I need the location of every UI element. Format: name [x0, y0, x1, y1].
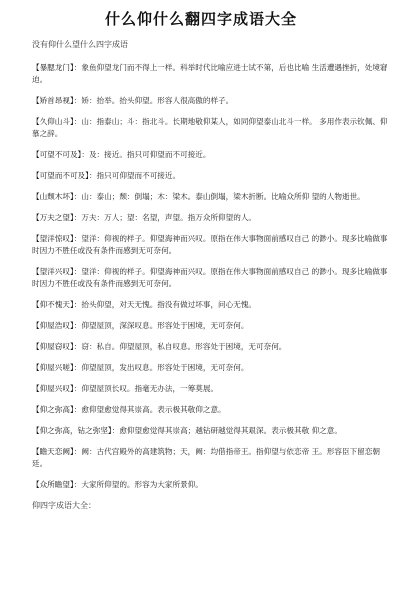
idiom-entry: [14, 149, 388, 161]
idiom-definition: ：仰望屋顶，发出叹息。形容处于困境，无可奈何。: [73, 363, 249, 372]
idiom-entry: [14, 170, 388, 182]
idiom-term: 【瞻天恋阙】: [32, 447, 74, 456]
idiom-term: 【仰屋窃叹】: [32, 342, 74, 351]
idiom-term: 【可望不可及】: [32, 150, 82, 159]
idiom-term: 【仰屋浩叹】: [32, 321, 74, 330]
idiom-entry: [14, 479, 388, 491]
idiom-term: 【望洋惊叹】: [32, 234, 74, 243]
idiom-entry: [14, 233, 388, 257]
idiom-term: 【仰之弥高】: [32, 405, 74, 414]
idiom-list: [14, 62, 388, 491]
idiom-entry: [14, 383, 388, 395]
idiom-entry: [14, 62, 388, 86]
idiom-definition: ：仰望屋顶长叹。指毫无办法，一筹莫展。: [73, 384, 219, 393]
idiom-entry: [14, 446, 388, 470]
idiom-term: 【矫首昂视】: [32, 96, 74, 105]
idiom-term: 【久仰山斗】: [32, 117, 74, 126]
idiom-entry: [14, 95, 388, 107]
idiom-definition: ：大家所仰望的。形容为大家所景仰。: [73, 480, 203, 489]
idiom-entry: [14, 320, 388, 332]
idiom-entry: [14, 266, 388, 290]
idiom-term: 【仰屋兴嗟】: [32, 363, 74, 372]
section-subtitle: 没有仰什么望什么四字成语: [32, 40, 128, 49]
idiom-term: 【暴腮龙门】: [32, 63, 74, 72]
idiom-term: 【众所瞻望】: [32, 480, 74, 489]
idiom-term: 【仰屋兴叹】: [32, 384, 74, 393]
idiom-term: 【山颓木坏】: [32, 192, 74, 201]
idiom-definition: ：窃：私自。仰望屋顶，私自叹息。形容处于困境，无可奈何。: [73, 342, 287, 351]
idiom-entry: [14, 212, 388, 224]
idiom-definition: ：仰望屋顶，深深叹息。形容处于困境，无可奈何。: [73, 321, 249, 330]
idiom-definition: ：阙：古代宫殿外的高建筑物；天，阙：均借指帝王。指仰望与依恋帝 王。形容臣下留恋朝廷。: [32, 447, 380, 468]
idiom-definition: ：山：泰山；颓：倒塌；木：梁木。泰山倒塌，梁木折断。比喻众所仰 望的人物逝世。: [73, 192, 365, 201]
idiom-entry: [14, 299, 388, 311]
idiom-definition: ：抬头仰望，对天无愧。指没有做过坏事，问心无愧。: [73, 300, 257, 309]
idiom-definition: ：愈仰望愈觉得其崇高。表示极其敬仰之意。: [73, 405, 226, 414]
idiom-term: 【仰之弥高，钻之弥坚】: [32, 426, 112, 435]
idiom-definition: ：望洋：仰视的样子。仰望海神而兴叹。原指在伟大事物面前感叹自己 的渺小。现多比喻做事时因力不胜任或没有条件而感到无可奈何。: [32, 234, 388, 255]
idiom-entry: [14, 116, 388, 140]
idiom-entry: [14, 341, 388, 353]
idiom-entry: [14, 191, 388, 203]
idiom-definition: ：指只可仰望而不可接近。: [88, 171, 181, 180]
idiom-term: 【望洋兴叹】: [32, 267, 74, 276]
idiom-definition: ：及：接近。指只可仰望而不可接近。: [81, 150, 211, 159]
idiom-term: 【可望而不可及】: [32, 171, 89, 180]
idiom-definition: ：望洋：仰视的样子。仰望海神而兴叹。原指在伟大事物面前感叹自己 的渺小。现多比喻做事时因力不胜任或没有条件而感到无可奈何。: [32, 267, 388, 288]
section-footer: 仰四字成语大全：: [32, 501, 96, 510]
page-title: 什么仰什么翻四字成语大全: [104, 10, 297, 28]
idiom-definition: ：矫：抬举。抬头仰望。形容人很高傲的样子。: [73, 96, 234, 105]
idiom-term: 【万夫之望】: [32, 213, 74, 222]
idiom-term: 【仰不愧天】: [32, 300, 74, 309]
idiom-definition: ：山：指泰山；斗：指北斗。长期地敬仰某人，如同仰望泰山北斗一样。 多用作表示钦佩、仰慕之辞。: [32, 117, 388, 138]
idiom-definition: ：象鱼仰望龙门而不得上一样。科举时代比喻应进士试不第，后也比喻 生活遭遇挫折，处境窘迫。: [32, 63, 388, 84]
idiom-entry: [14, 404, 388, 416]
idiom-entry: [14, 425, 388, 437]
idiom-definition: ：愈仰望愈觉得其崇高；越钻研越觉得其艰深。表示极其敬 仰之意。: [111, 426, 342, 435]
idiom-entry: [14, 362, 388, 374]
idiom-definition: ：万夫：万人；望：名望，声望。指万众所仰望的人。: [73, 213, 257, 222]
